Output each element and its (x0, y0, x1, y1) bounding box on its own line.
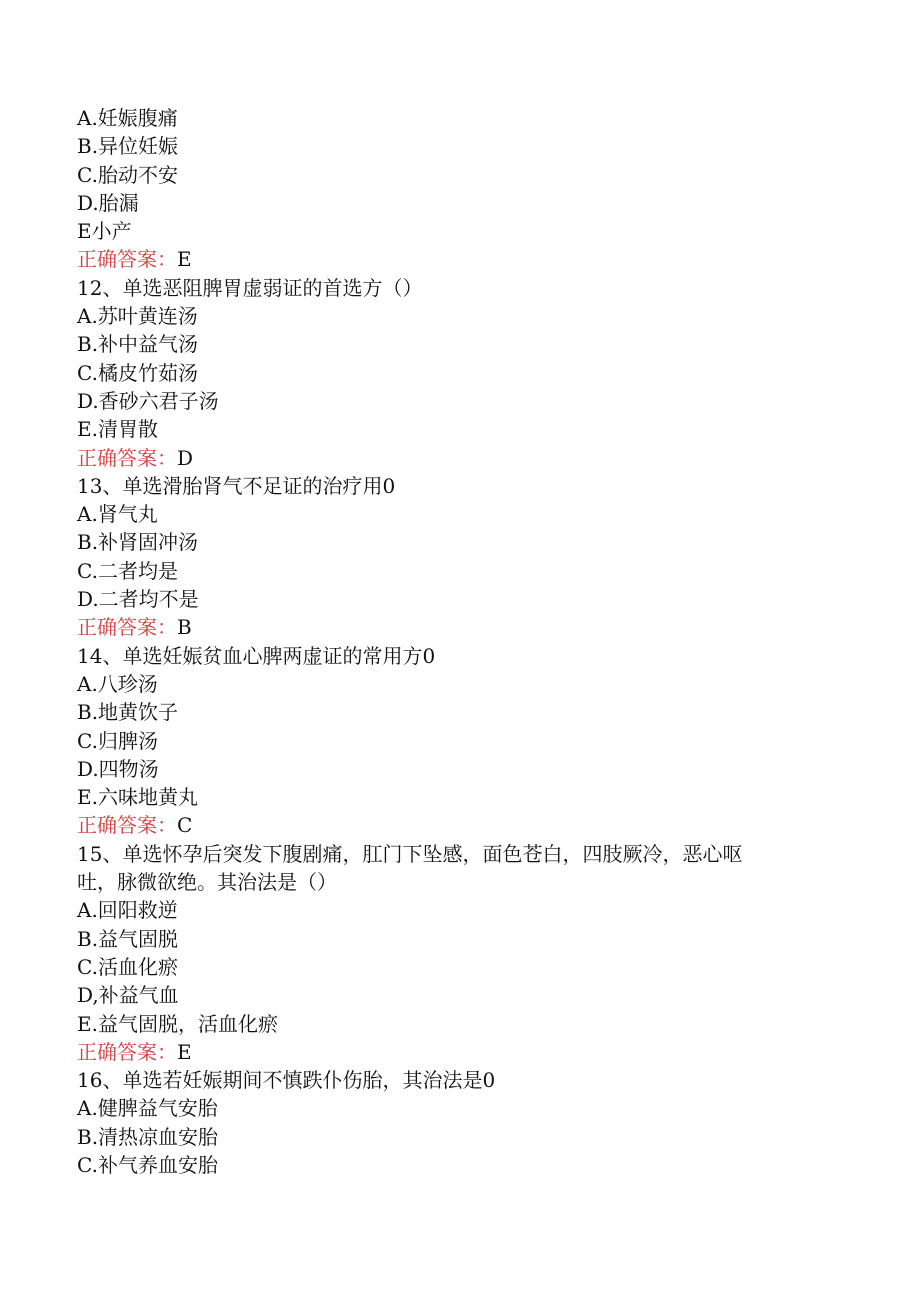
option-line: A.苏叶黄连汤 (77, 304, 198, 329)
answer-line (77, 1038, 817, 1066)
option-line: C.二者均是 (77, 558, 178, 583)
option-line: B.补中益气汤 (77, 332, 199, 357)
option-line: C.归脾汤 (77, 728, 158, 753)
option-line: E.清胃散 (77, 417, 158, 442)
option-line: D.二者均不是 (77, 587, 199, 612)
option-line: E.益气固脱，活血化瘀 (77, 1011, 278, 1036)
option-line: C.活血化瘀 (77, 954, 178, 979)
answer-label: 正确答案： (77, 813, 177, 838)
question-line: 14、单选妊娠贫血心脾两虚证的常用方0 (77, 643, 436, 668)
answer-line (77, 245, 817, 273)
option-line: A.健脾益气安胎 (77, 1096, 218, 1121)
answer-line (77, 613, 817, 641)
question-line: 12、单选恶阻脾胃虚弱证的首选方（） (77, 275, 423, 300)
option-line: A.八珍汤 (77, 671, 158, 696)
answer-value: D (177, 445, 194, 470)
option-line: B.地黄饮子 (77, 700, 179, 725)
option-line: D,补益气血 (77, 983, 179, 1008)
answer-line (77, 811, 817, 839)
option-line: C.补气养血安胎 (77, 1152, 218, 1177)
question-line: 15、单选怀孕后突发下腹剧痛，肛门下坠感，面色苍白，四肢厥冷，恶心呕 (77, 841, 743, 866)
question-line: 13、单选滑胎肾气不足证的治疗用0 (77, 473, 396, 498)
answer-label: 正确答案： (77, 1039, 177, 1064)
option-line: A.肾气丸 (77, 502, 158, 527)
option-line: A.回阳救逆 (77, 898, 178, 923)
exam-document (77, 104, 817, 1179)
answer-value: C (177, 813, 193, 838)
option-line: C.橘皮竹茹汤 (77, 360, 198, 385)
option-line: A.妊娠腹痛 (77, 106, 178, 130)
option-line: B.益气固脱 (77, 926, 179, 951)
answer-line (77, 444, 817, 472)
option-line: B.异位妊娠 (77, 134, 179, 159)
option-line: D.四物汤 (77, 756, 159, 781)
answer-value: E (177, 247, 192, 272)
answer-value: B (177, 615, 192, 640)
option-line: C.胎动不安 (77, 162, 178, 187)
option-line: D.胎漏 (77, 190, 139, 215)
option-line: B.清热凉血安胎 (77, 1124, 219, 1149)
answer-label: 正确答案： (77, 247, 177, 272)
answer-label: 正确答案： (77, 445, 177, 470)
option-line: E.六味地黄丸 (77, 785, 198, 810)
answer-label: 正确答案： (77, 615, 177, 640)
option-line: E小产 (77, 219, 132, 244)
option-line: B.补肾固冲汤 (77, 530, 199, 555)
answer-value: E (177, 1039, 192, 1064)
option-line: D.香砂六君子汤 (77, 388, 219, 413)
question-line: 吐，脉微欲绝。其治法是（） (77, 870, 337, 895)
question-line: 16、单选若妊娠期间不慎跌仆伤胎，其治法是0 (77, 1068, 496, 1093)
